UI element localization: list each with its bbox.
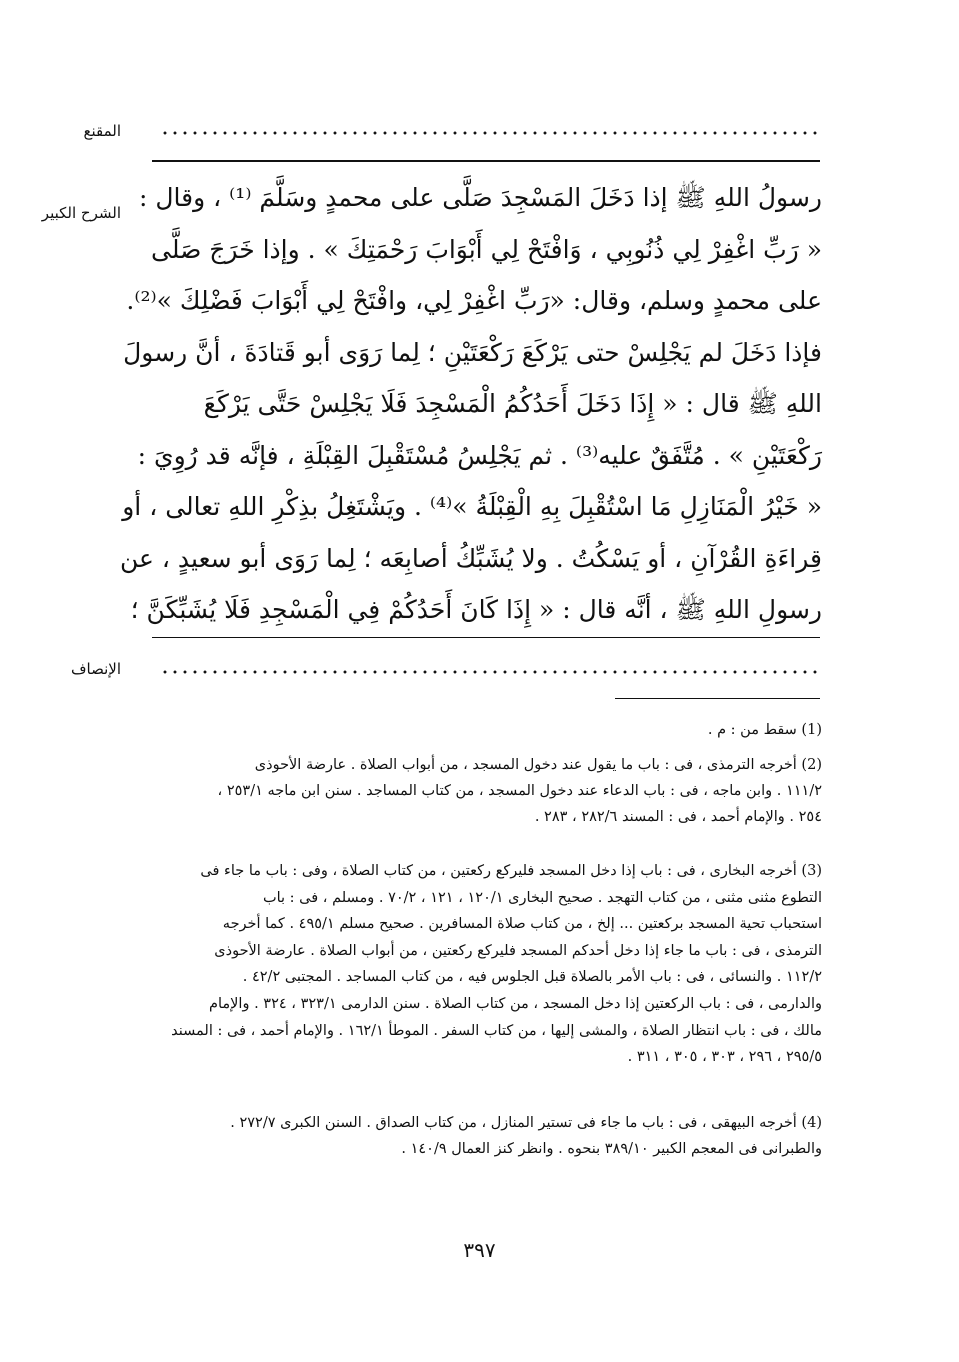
- label-muqni: المقنع: [83, 122, 121, 140]
- footnote-rule: [615, 698, 820, 699]
- sharh-main-text: [120, 172, 822, 636]
- footnote-1: [150, 718, 822, 742]
- text-line: اللهِ ﷺ قال : « إِذَا دَخَلَ أَحَدُكُمُ الْمَسْجِدَ فَلَا يَجْلِسْ حَتَّى يَرْكَعَ: [203, 389, 822, 418]
- muqni-dotted-line: [160, 131, 820, 135]
- footnote-line: ١١١/٢ . وابن ماجه ، فى : باب الدعاء عند دخول المسجد ، من كتاب المساجد . سنن ابن ماجه ٢٥٣/١ ،: [217, 783, 822, 799]
- footnote-line: والدارمى ، فى : باب الركعتين إذا دخل المسجد ، من كتاب الصلاة . سنن الدارمى ٣٢٣/١ ، ٣٢٤ . والإمام: [209, 995, 822, 1012]
- footnote-line: التطوع مثنى مثنى ، من كتاب التهجد . صحيح البخارى ١٢٠/١ ، ١٢١ ، ٧٠/٢ . ومسلم ، فى : باب: [262, 889, 822, 906]
- text-line: رسولُ اللهِ ﷺ إذا دَخَلَ المَسْجِدَ صَلَّى على محمدٍ وسَلَّمَ ⁽¹⁾ ، وقال :: [139, 183, 822, 212]
- label-sharh-kabir: الشرح الكبير: [41, 204, 121, 222]
- text-line: رسولِ اللهِ ﷺ ، أنَّه قال : « إِذَا كَانَ أَحَدُكُمْ فِي الْمَسْجِدِ فَلَا يُشَبِّكَنَّ ؛: [130, 595, 822, 624]
- footnote-line: (3) أخرجه البخارى ، فى : باب إذا دخل المسجد فليركع ركعتين ، من كتاب الصلاة ، وفى : باب ما جاء فى: [200, 863, 822, 879]
- footnote-line: والطبرانى فى المعجم الكبير ٣٨٩/١٠ بنحوه . وانظر كنز العمال ١٤٠/٩ .: [401, 1141, 822, 1157]
- footnote-line: (1) سقط من : م .: [707, 722, 822, 738]
- text-line: « رَبِّ اغْفِرْ لِي ذُنُوبِي ، وَافْتَحْ لِي أَبْوَابَ رَحْمَتِكَ » . وإذا خَرَجَ صَلَّى: [150, 234, 822, 264]
- footnote-3: [150, 858, 822, 1071]
- footnote-line: الترمذى ، فى : باب ما جاء إذا دخل أحدكم المسجد فليركع ركعتين ، من أبواب الصلاة . عارضة الأحوذى: [214, 942, 822, 959]
- footnote-4: [150, 1110, 822, 1162]
- text-line: رَكْعَتَيْنِ » . مُتَّفَقٌ عليه⁽³⁾ . ثم يَجْلِسُ مُسْتَقْبِلَ القِبْلَةِ ، فإنَّه قد رُوِيَ :: [137, 440, 822, 470]
- page-number: ٣٩٧: [463, 1238, 496, 1262]
- footnote-line: مالك ، فى : باب انتظار الصلاة ، والمشى إليها ، من كتاب السفر . الموطأ ١٦٢/١ . والإمام أحمد ، فى : المسند: [171, 1022, 822, 1039]
- text-line: قِراءَةِ القُرْآنِ ، أو يَسْكُتُ . ولا يُشَبِّكُ أصابِعَه ؛ لِما رَوَى أبو سعيدٍ ، عن: [120, 543, 822, 573]
- bottom-rule: [152, 637, 820, 638]
- text-line: « خَيْرُ الْمَنَازِلِ مَا اسْتُقْبِلَ بِهِ الْقِبْلَةُ »⁽⁴⁾ . ويَشْتَغِلُ بذِكْرِ اللهِ تعالى ، أو: [122, 492, 822, 521]
- top-rule: [152, 160, 820, 162]
- footnote-line: (4) أخرجه البيهقى ، فى : باب ما جاء فى تستير المنازل ، من كتاب الصداق . السنن الكبرى ٢٧٢/٧ .: [230, 1115, 822, 1131]
- footnote-2: [150, 752, 822, 830]
- insaf-dotted-line: [160, 670, 820, 674]
- footnote-line: ٢٩٥/٥ ، ٢٩٦ ، ٣٠٣ ، ٣٠٥ ، ٣١١ .: [627, 1049, 822, 1066]
- footnote-line: ١١٢/٢ . والنسائى ، فى : باب الأمر بالصلاة قبل الجلوس فيه ، من كتاب المساجد . المجتبى ٤٢/٢ .: [242, 969, 822, 986]
- footnote-line: ٢٥٤ . والإمام أحمد ، فى : المسند ٢٨٢/٦ ، ٢٨٣ .: [534, 809, 822, 825]
- footnote-line: (2) أخرجه الترمذى ، فى : باب ما يقول عند دخول المسجد ، من أبواب الصلاة . عارضة الأحوذى: [254, 757, 822, 773]
- label-insaf: الإنصاف: [70, 660, 121, 678]
- text-line: على محمدٍ وسلم، وقال: «رَبِّ اغْفِرْ لِي، وافْتَحْ لِي أَبْوَابَ فَضْلِكَ »⁽²⁾.: [126, 286, 822, 315]
- footnote-line: استحباب تحية المسجد بركعتين ... إلخ ، من كتاب صلاة المسافرين . صحيح مسلم ٤٩٥/١ . كما أخرجه: [222, 916, 822, 933]
- text-line: فإذا دَخَلَ لم يَجْلِسْ حتى يَرْكَعَ رَكْعَتَيْنِ ؛ لِما رَوَى أبو قَتادَةَ ، أنَّ رسولَ: [123, 337, 822, 367]
